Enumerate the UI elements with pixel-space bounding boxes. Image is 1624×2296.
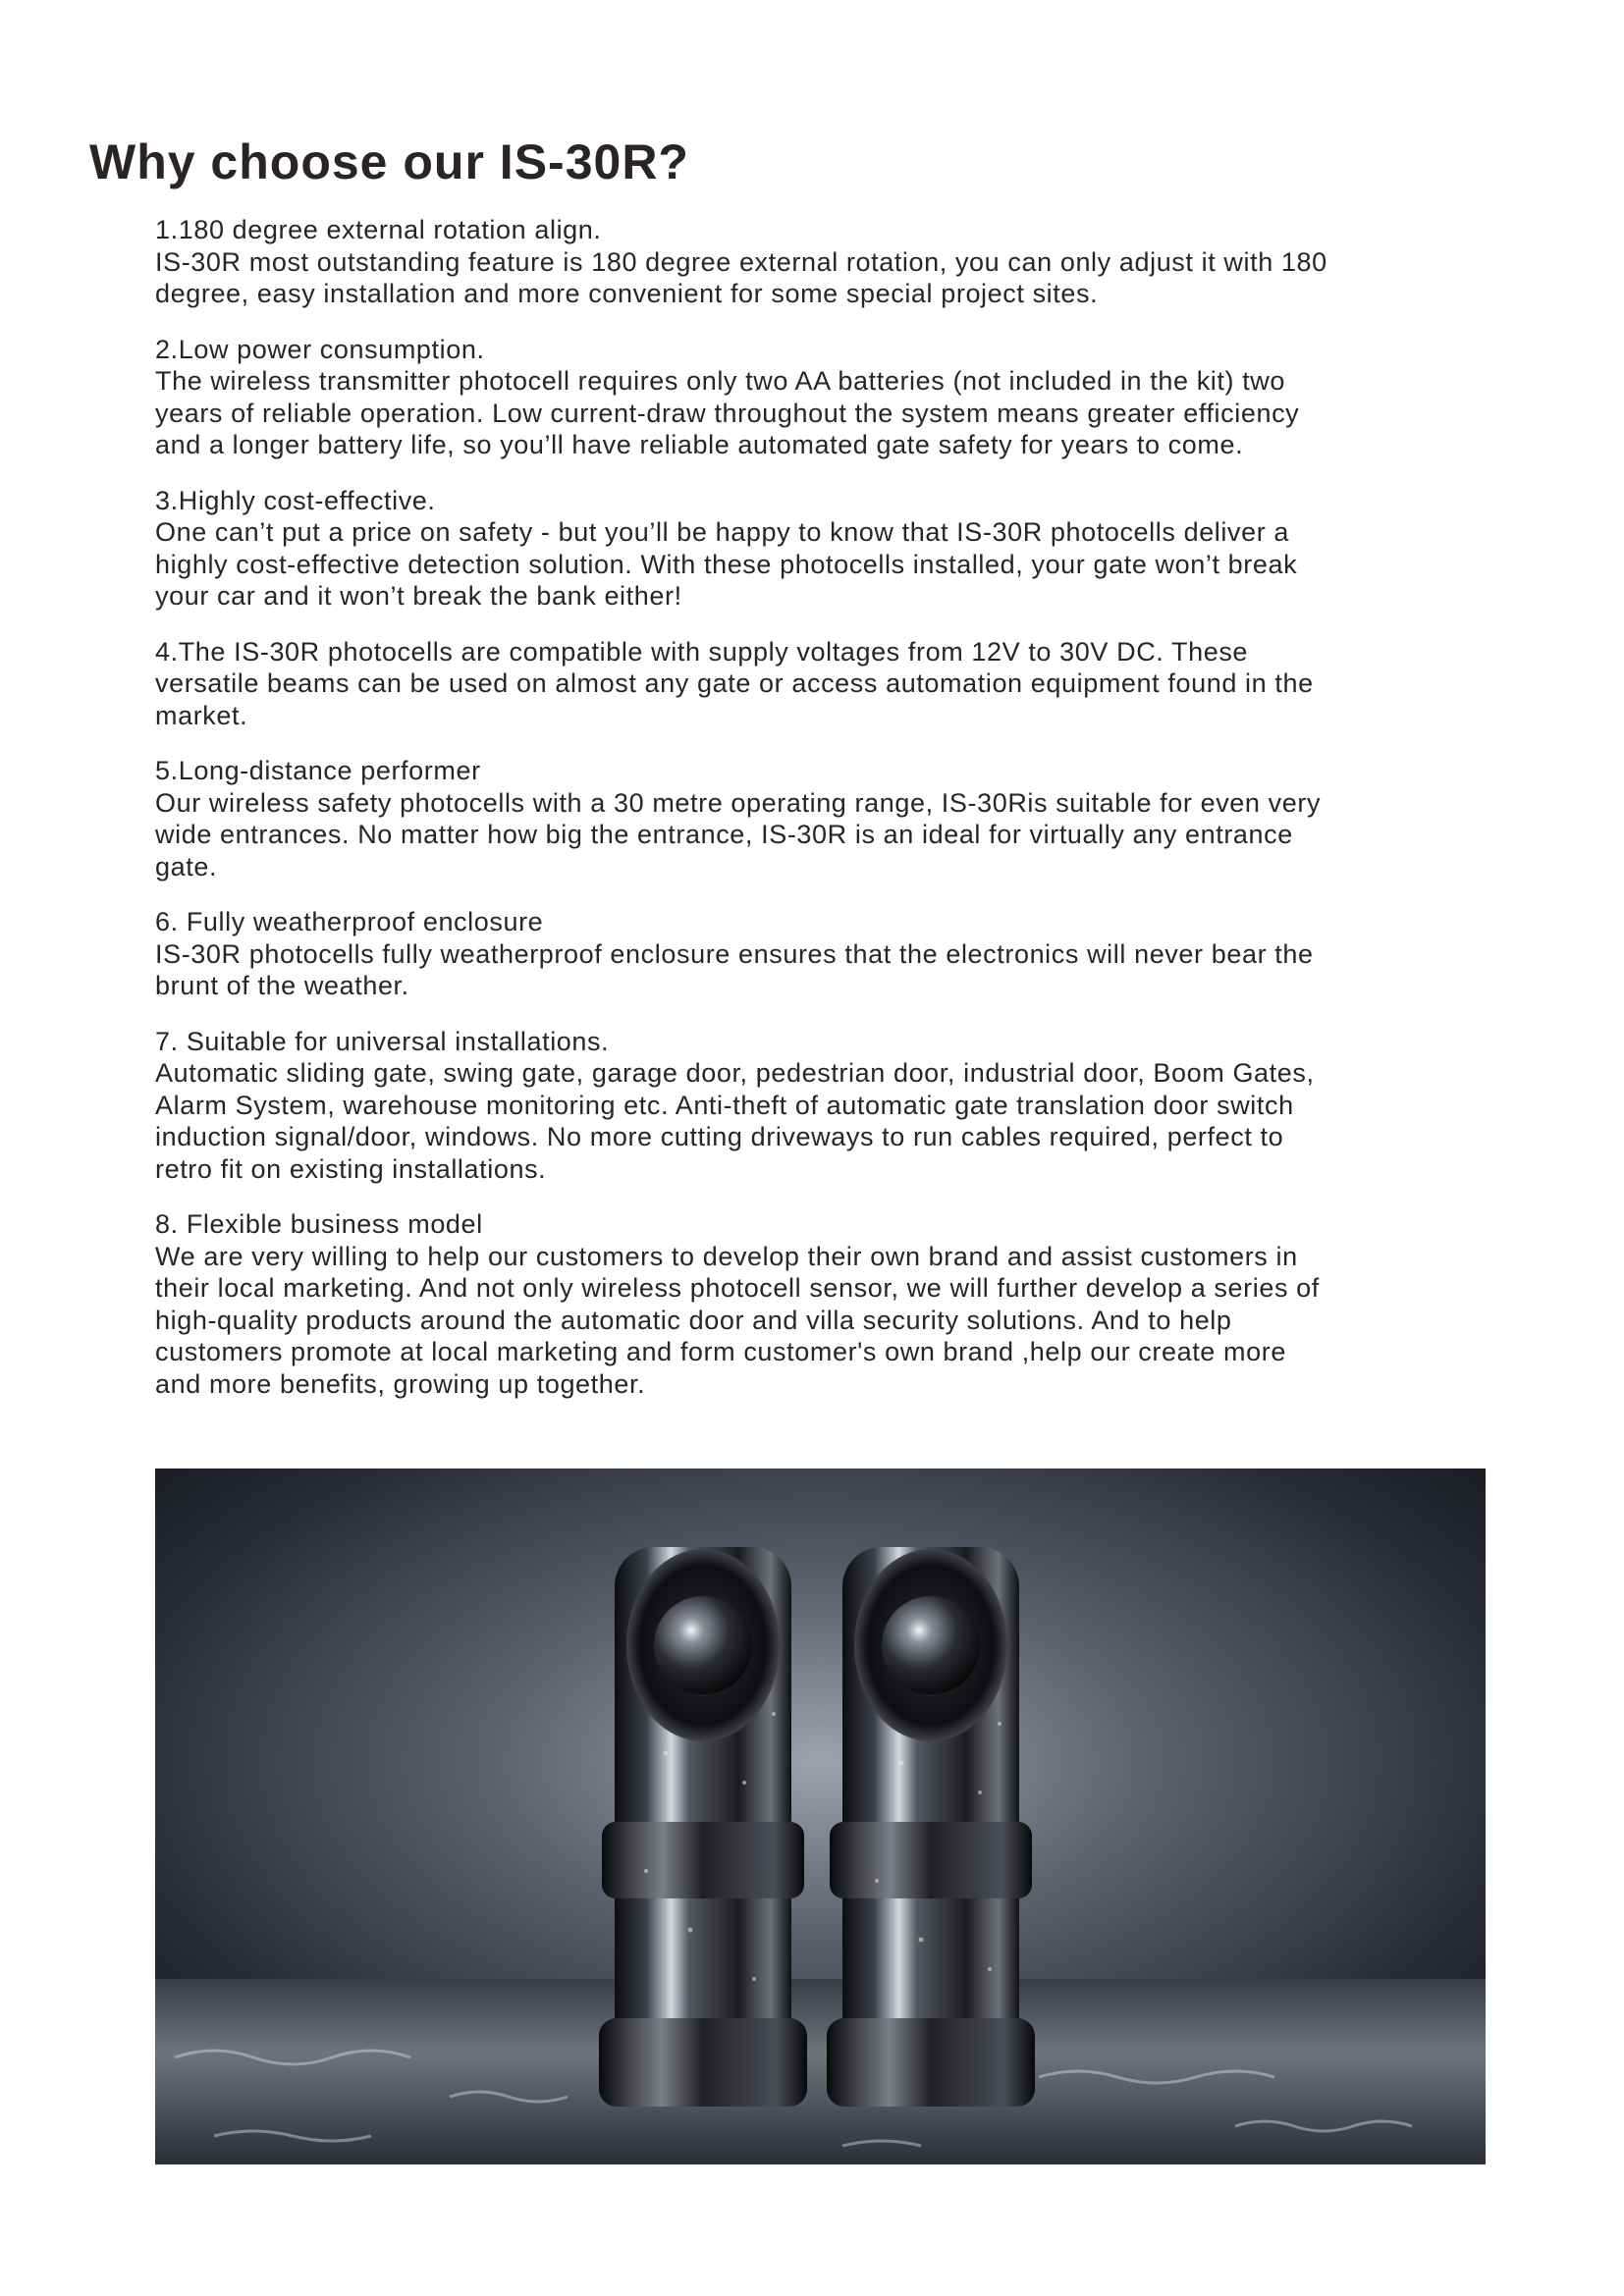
photocell-right	[827, 1547, 1035, 2107]
product-photo	[155, 1468, 1486, 2164]
feature-item-power	[155, 334, 1490, 461]
feature-heading: 1.180 degree external rotation align.	[155, 215, 602, 244]
feature-item-voltage	[155, 636, 1490, 732]
lens-icon	[654, 1596, 752, 1694]
feature-heading: 8. Flexible business model	[155, 1209, 483, 1239]
feature-item-business	[155, 1208, 1490, 1400]
feature-item-distance	[155, 755, 1490, 882]
feature-item-installations	[155, 1026, 1490, 1186]
feature-item-weatherproof	[155, 906, 1490, 1002]
photocell-left	[599, 1547, 807, 2107]
feature-body: versatile beams can be used on almost any gate or access automation equipment found in the market.	[155, 668, 1314, 730]
feature-heading: 2.Low power consumption.	[155, 334, 485, 364]
photo-wet-floor	[155, 1979, 1486, 2164]
feature-body: We are very willing to help our customers to develop their own brand and assist customers in their local marketing. And not only wireless photocell sensor, we will further develop a series of high-quality products around the automatic door and villa security solutions. And to help customers promote at local marketing and form customer's own brand ,help our create more and more benefits, growing up together.	[155, 1241, 1320, 1399]
photocell-pair-illustration	[155, 1468, 1486, 2164]
lens-icon	[882, 1596, 980, 1694]
feature-body: IS-30R photocells fully weatherproof enclosure ensures that the electronics will never bear the brunt of the weather.	[155, 938, 1314, 1000]
feature-heading: 5.Long-distance performer	[155, 756, 481, 785]
feature-body: The wireless transmitter photocell requires only two AA batteries (not included in the kit) two years of reliable operation. Low current-draw throughout the system means greater efficiency and a longer battery life, so you’ll have reliable automated gate safety for years to come.	[155, 366, 1300, 459]
feature-heading: 7. Suitable for universal installations.	[155, 1026, 610, 1056]
feature-heading: 6. Fully weatherproof enclosure	[155, 907, 544, 936]
feature-item-rotation	[155, 214, 1490, 310]
feature-heading: 4.The IS-30R photocells are compatible with supply voltages from 12V to 30V DC. These	[155, 636, 1249, 667]
feature-body: One can’t put a price on safety - but you’ll be happy to know that IS-30R photocells deliver a highly cost-effective detection solution. With these photocells installed, your gate won’t break your car and it won’t break the bank either!	[155, 517, 1298, 611]
feature-list	[155, 214, 1490, 1400]
feature-item-cost	[155, 485, 1490, 613]
feature-body: Our wireless safety photocells with a 30 metre operating range, IS-30Ris suitable for even very wide entrances. No matter how big the entrance, IS-30R is an ideal for virtually any entrance gate.	[155, 787, 1322, 881]
feature-body: Automatic sliding gate, swing gate, garage door, pedestrian door, industrial door, Boom Gates, Alarm System, warehouse monitoring etc. Anti-theft of automatic gate translation door switch induction signal/door, windows. No more cutting driveways to run cables required, perfect to retro fit on existing installations.	[155, 1058, 1315, 1184]
page-title: Why choose our IS-30R?	[89, 134, 689, 189]
feature-body: IS-30R most outstanding feature is 180 degree external rotation, you can only adjust it with 180 degree, easy installation and more convenient for some special project sites.	[155, 246, 1327, 308]
feature-heading: 3.Highly cost-effective.	[155, 485, 436, 515]
